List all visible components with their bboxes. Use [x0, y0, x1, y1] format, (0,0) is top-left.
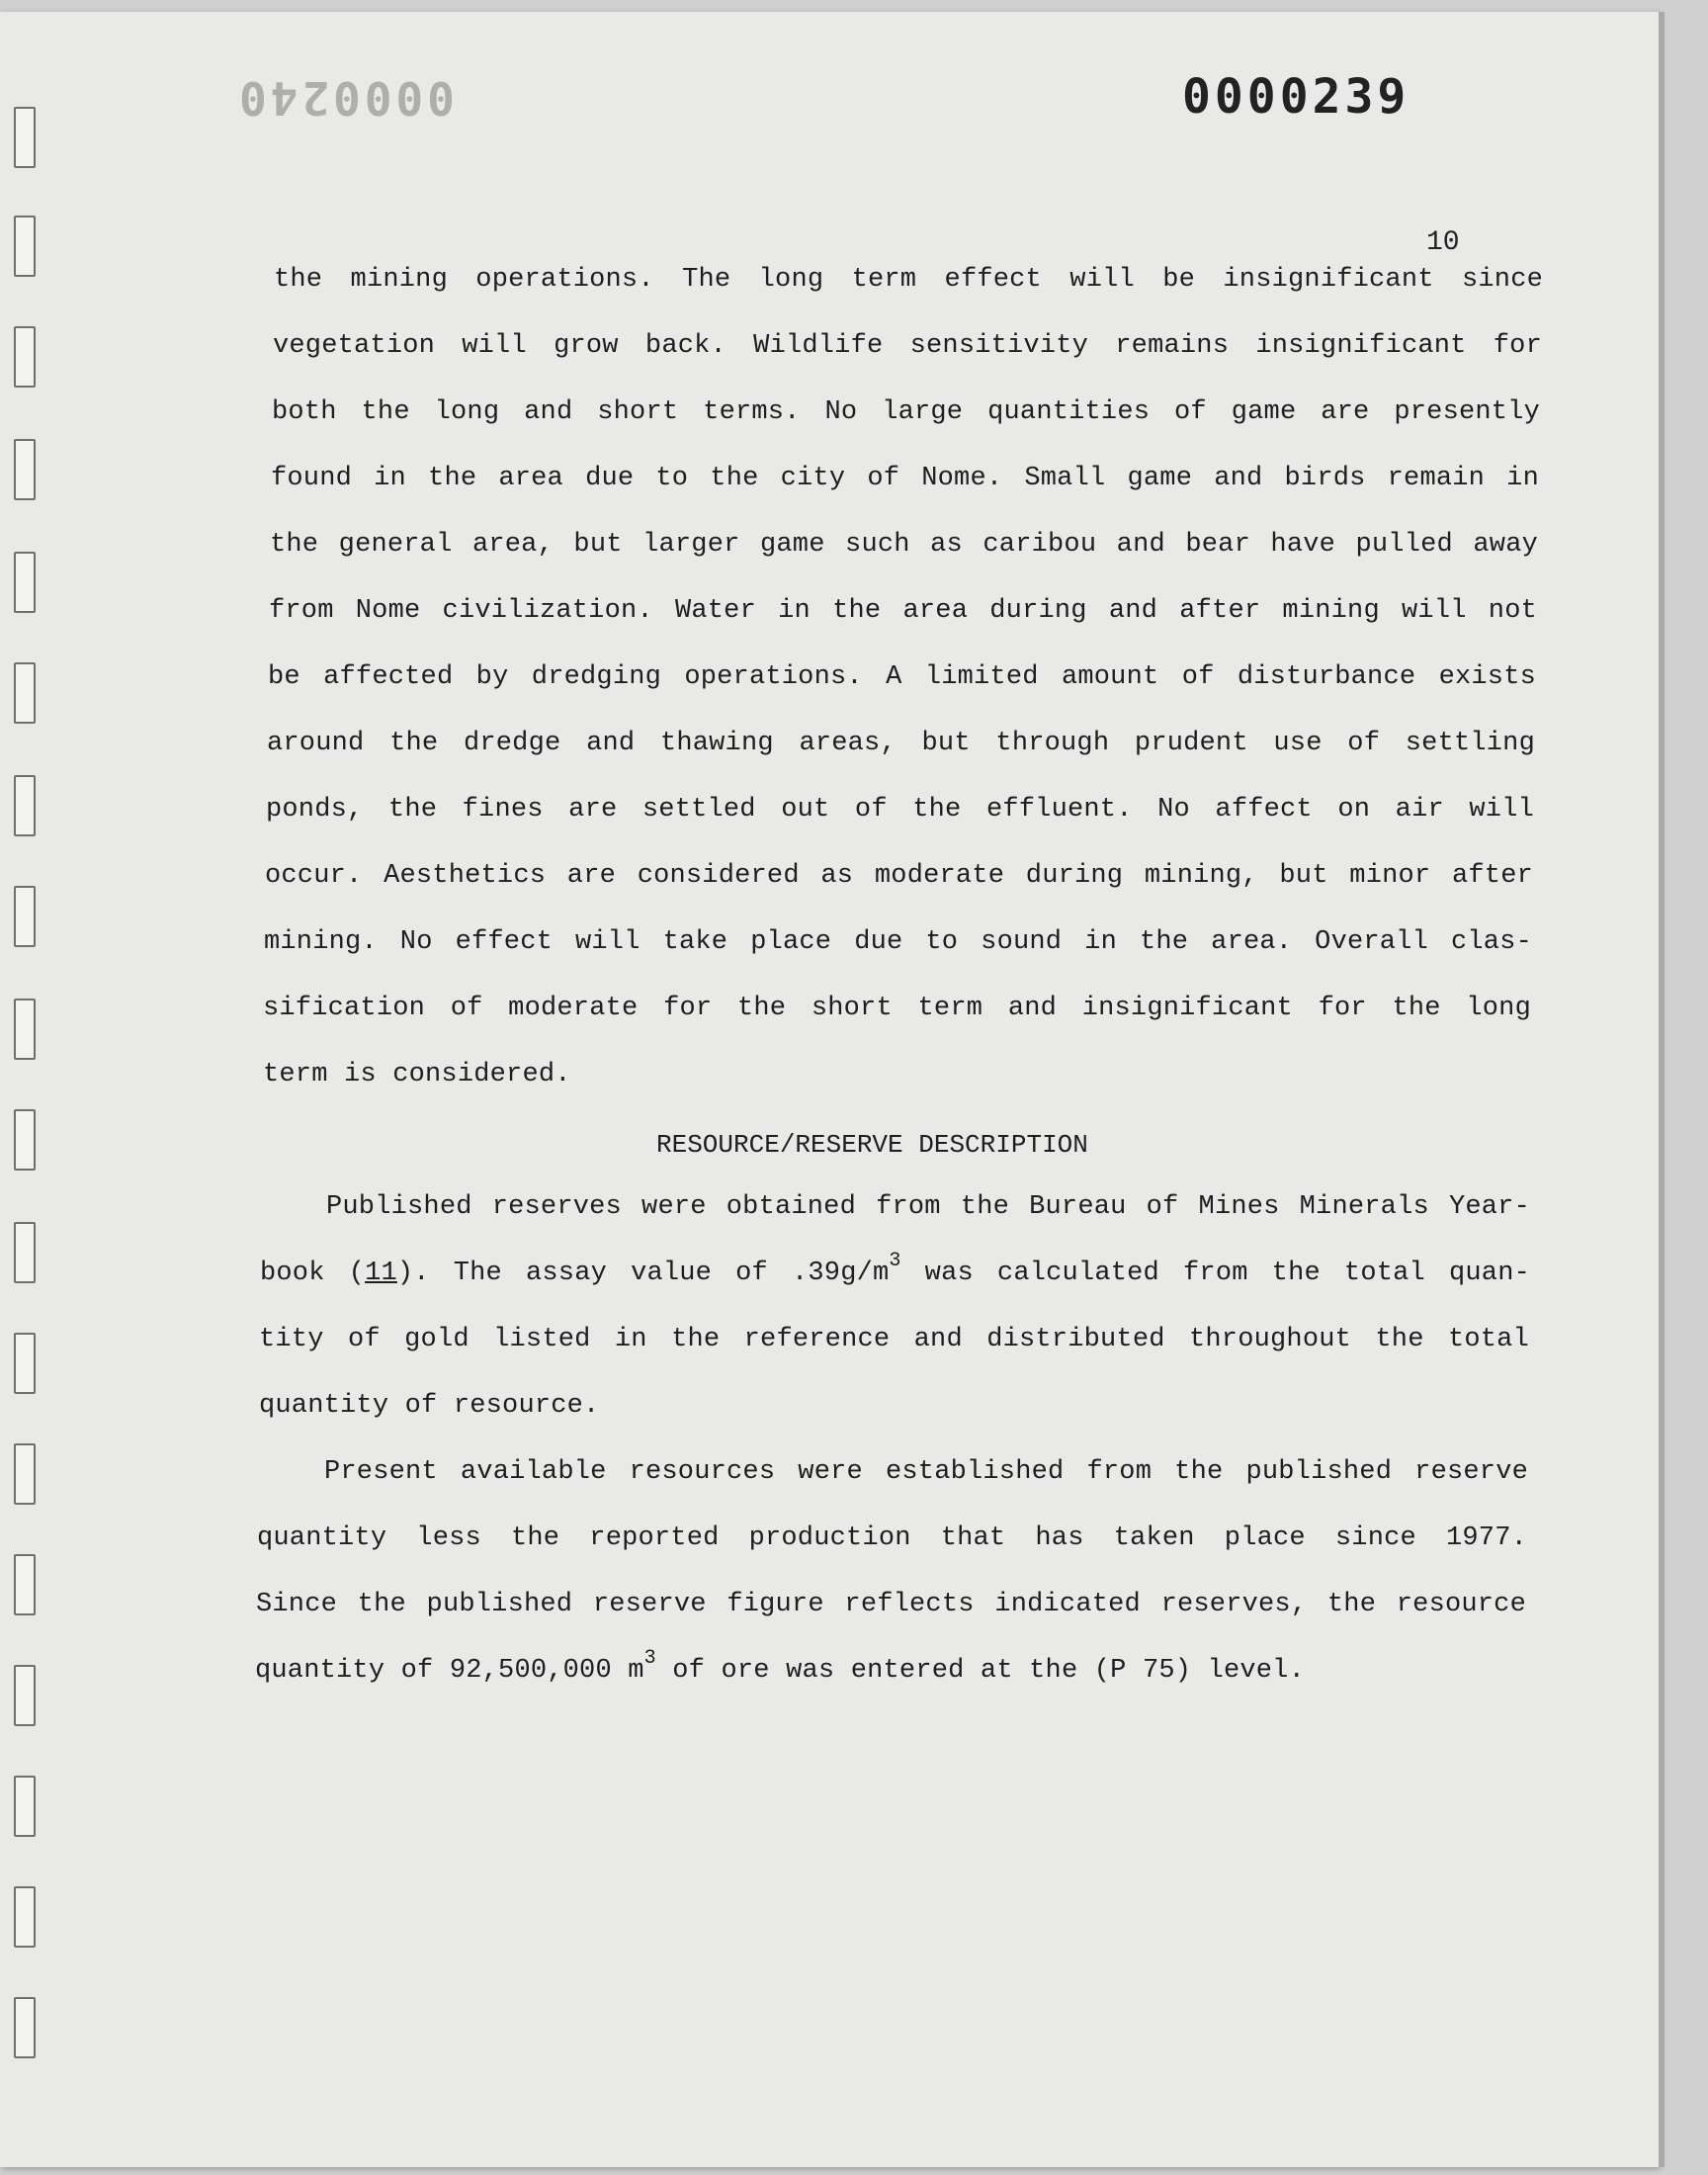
punch-hole [14, 1665, 36, 1726]
paragraph-line: the mining operations. The long term effect will be insignificant since [274, 265, 1543, 295]
bleed-through-stamp: 0000240 [235, 71, 455, 125]
punch-hole [14, 1554, 36, 1615]
paragraph-line: term is considered. [263, 1060, 571, 1089]
paragraph-line: around the dredge and thawing areas, but through prudent use of settling [267, 729, 1535, 758]
text-run: book ( [260, 1259, 366, 1288]
paragraph-line: from Nome civilization. Water in the area during and after mining will not [269, 596, 1537, 626]
paragraph-line: sification of moderate for the short term and insignificant for the long [263, 994, 1531, 1023]
punch-hole [14, 1886, 36, 1948]
superscript: 3 [889, 1250, 901, 1272]
paragraph-line: both the long and short terms. No large quantities of game are presently [272, 397, 1540, 427]
document-stamp-number: 0000239 [1182, 69, 1410, 125]
paragraph-line: vegetation will grow back. Wildlife sensitivity remains insignificant for [273, 331, 1542, 361]
paragraph-line: the general area, but larger game such as caribou and bear have pulled away [270, 530, 1538, 560]
punch-hole [14, 775, 36, 836]
paragraph-line [255, 1647, 1342, 1686]
punch-hole [14, 1222, 36, 1283]
paragraph-line: Since the published reserve figure reflects indicated reserves, the resource [256, 1590, 1526, 1619]
punch-hole [14, 552, 36, 613]
punch-hole [14, 1997, 36, 2058]
paragraph-line: Published reserves were obtained from the Bureau of Mines Minerals Year- [326, 1192, 1530, 1222]
paragraph-line: occur. Aesthetics are considered as moderate during mining, but minor after [265, 861, 1533, 891]
punch-hole [14, 107, 36, 168]
punch-hole [14, 1776, 36, 1837]
paragraph-line: quantity less the reported production that has taken place since 1977. [257, 1523, 1527, 1553]
section-heading: RESOURCE/RESERVE DESCRIPTION [656, 1130, 1088, 1160]
text-run: ). The assay value of .39g/m [396, 1259, 890, 1288]
punch-hole [14, 886, 36, 947]
punch-hole [14, 662, 36, 724]
page-edge [1659, 12, 1665, 2167]
text-run: of ore was entered at the (P 75) level. [655, 1656, 1305, 1686]
paragraph-line: Present available resources were established from the published reserve [324, 1457, 1528, 1487]
paragraph-line: quantity of resource. [259, 1391, 600, 1421]
page-number: 10 [1426, 227, 1460, 258]
paragraph-line: tity of gold listed in the reference and distributed throughout the total [259, 1325, 1529, 1354]
text-run: quantity of 92,500,000 m [255, 1656, 644, 1686]
paragraph-line: found in the area due to the city of Nome. Small game and birds remain in [271, 464, 1539, 493]
paragraph-line [260, 1250, 1531, 1288]
reference-number: 11 [365, 1259, 397, 1288]
punch-hole [14, 326, 36, 388]
punch-hole [14, 1333, 36, 1394]
punch-hole [14, 216, 36, 277]
paragraph-line: be affected by dredging operations. A limited amount of disturbance exists [268, 662, 1536, 692]
punch-hole [14, 1443, 36, 1505]
punch-hole [14, 999, 36, 1060]
punch-hole [14, 1109, 36, 1171]
paragraph-line: mining. No effect will take place due to sound in the area. Overall clas- [264, 927, 1532, 957]
paragraph-line: ponds, the fines are settled out of the effluent. No affect on air will [266, 795, 1534, 825]
text-run: was calculated from the total quan- [900, 1259, 1531, 1288]
punch-hole [14, 439, 36, 500]
superscript: 3 [643, 1647, 656, 1670]
